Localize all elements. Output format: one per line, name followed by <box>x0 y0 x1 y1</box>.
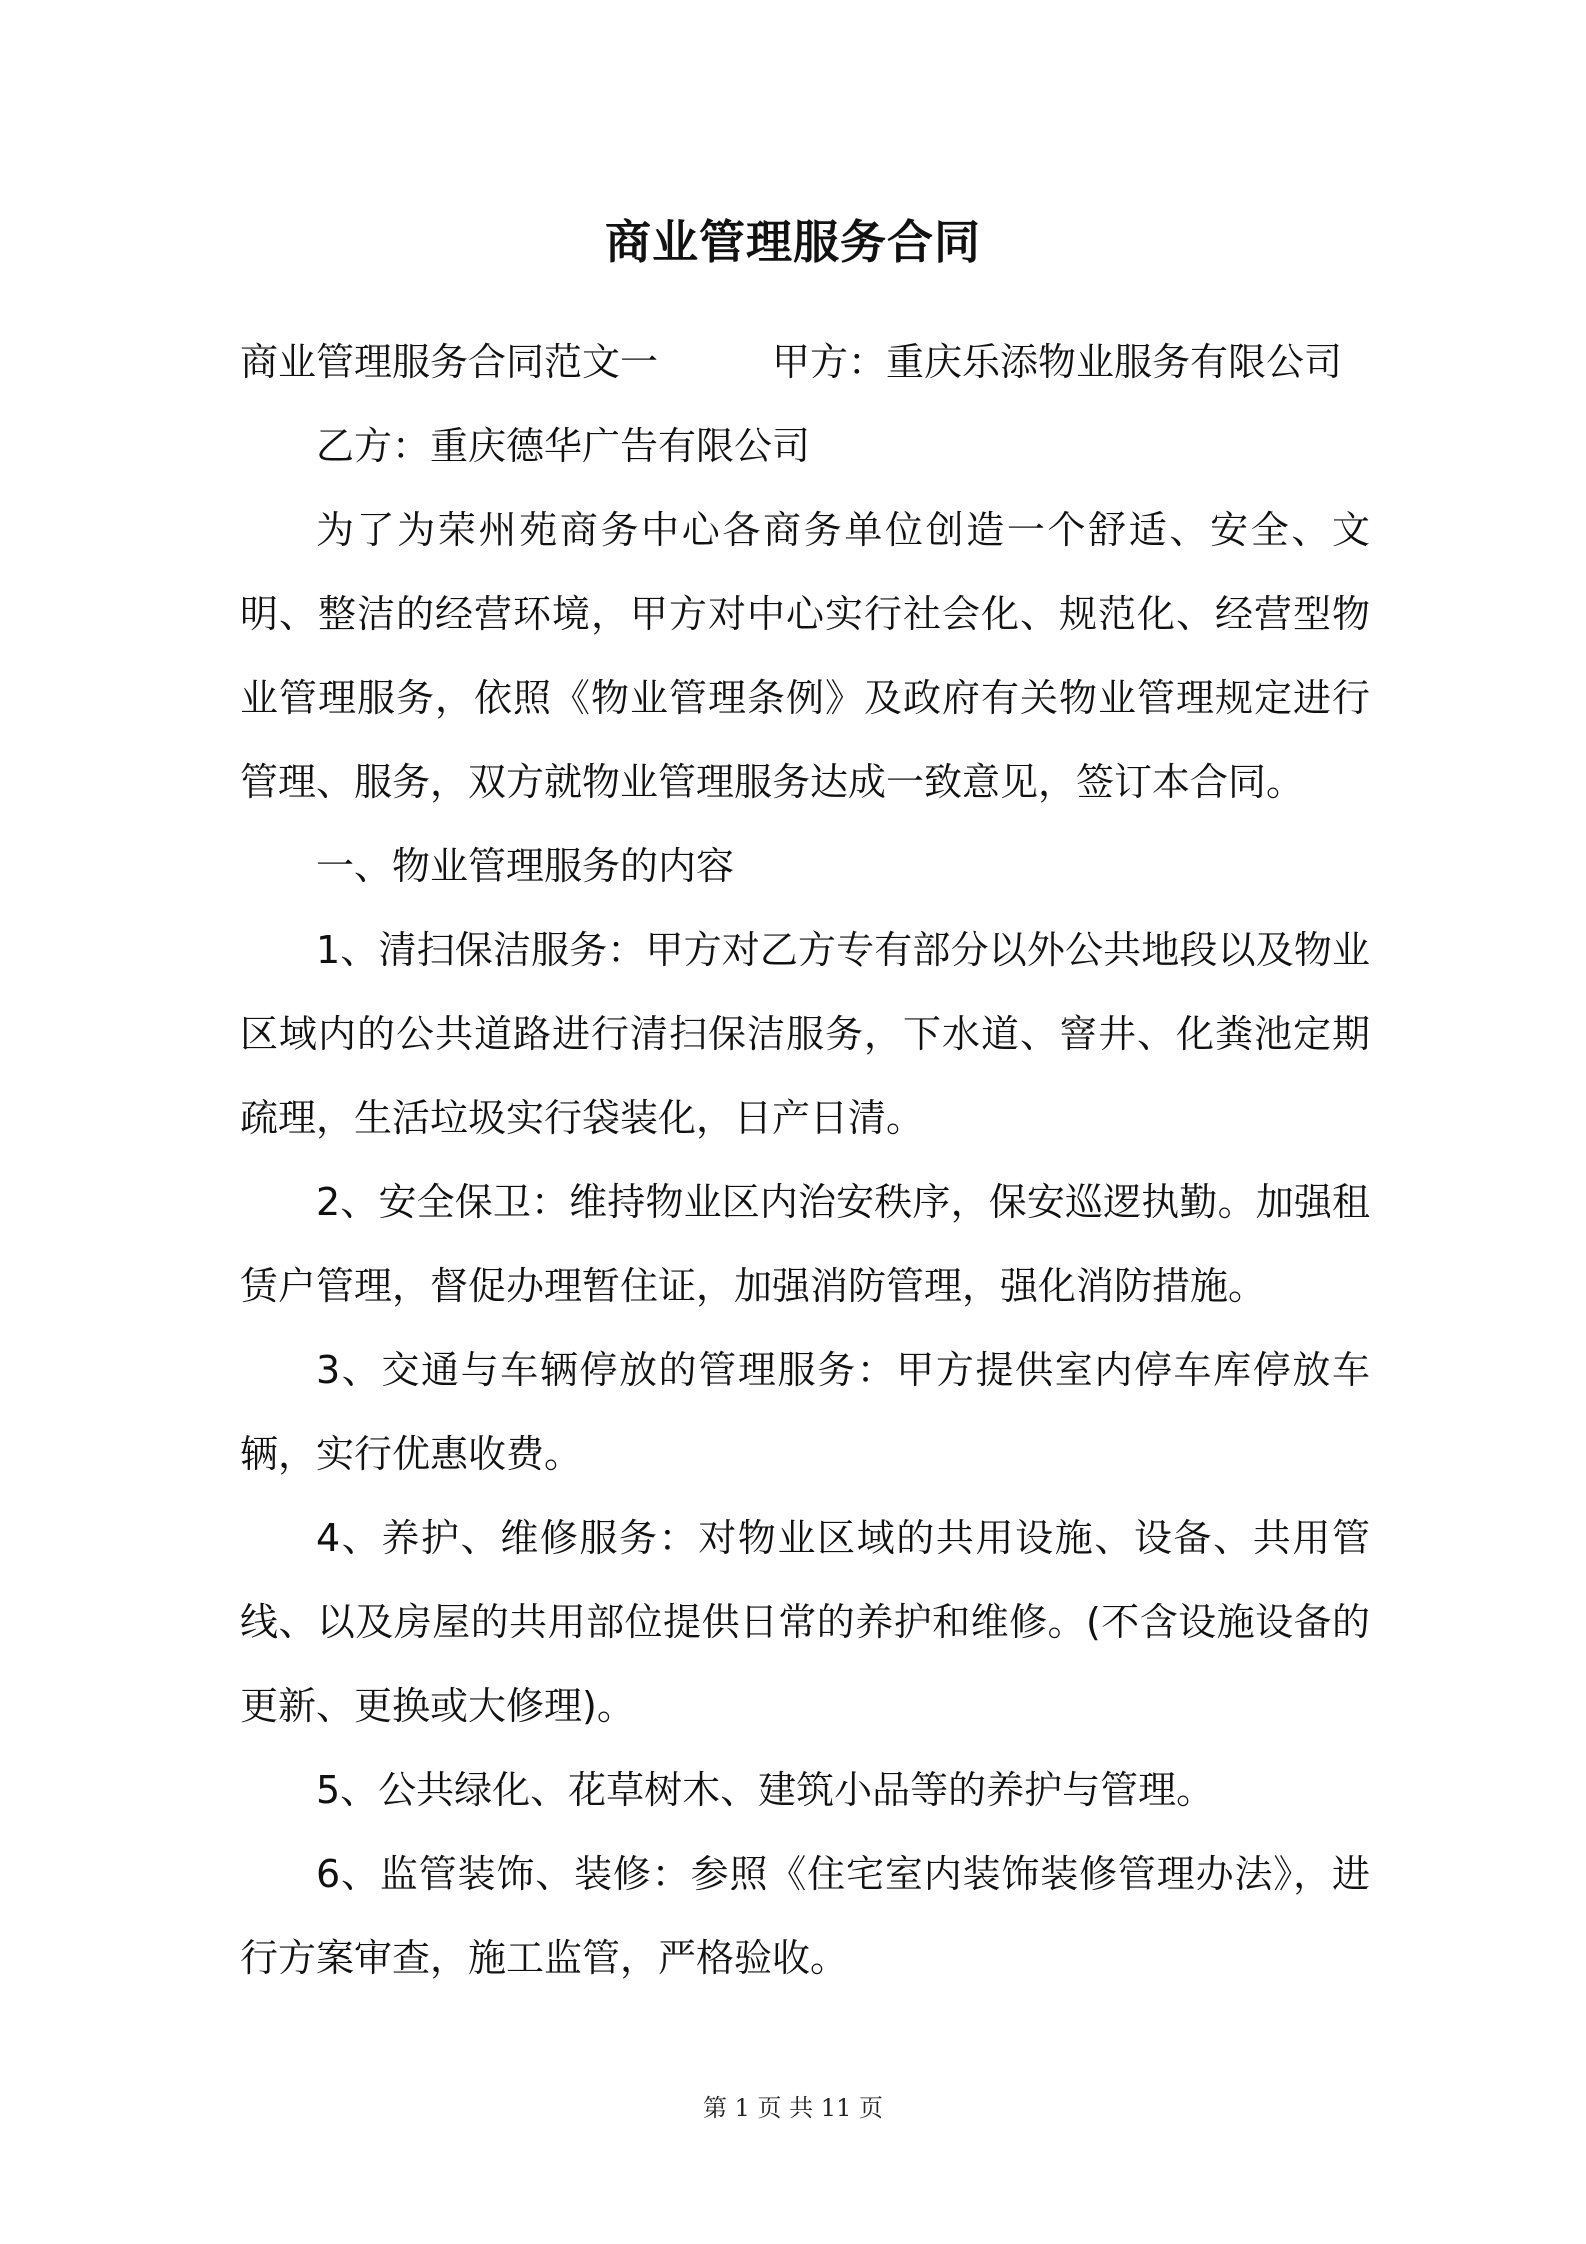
clause-security: 2、安全保卫：维持物业区内治安秩序，保安巡逻执勤。加强租赁户管理，督促办理暂住证，加强消防管理，强化消防措施。 <box>240 1180 1370 1308</box>
clause-maintenance: 4、养护、维修服务：对物业区域的共用设施、设备、共用管线、以及房屋的共用部位提供日常的养护和维修。(不含设施设备的更新、更换或大修理)。 <box>240 1516 1370 1728</box>
preamble-paragraph: 为了为荣州苑商务中心各商务单位创造一个舒适、安全、文明、整洁的经营环境，甲方对中心实行社会化、规范化、经营型物业管理服务，依照《物业管理条例》及政府有关物业管理规定进行管理、服务，双方就物业管理服务达成一致意见，签订本合同。 <box>240 508 1370 804</box>
document-body <box>240 320 1370 2000</box>
document-title: 商业管理服务合同 <box>605 215 981 269</box>
party-b-line: 乙方：重庆德华广告有限公司 <box>316 424 811 468</box>
clause-cleaning: 1、清扫保洁服务：甲方对乙方专有部分以外公共地段以及物业区域内的公共道路进行清扫保洁服务，下水道、窨井、化粪池定期疏理，生活垃圾实行袋装化，日产日清。 <box>240 928 1370 1140</box>
clause-parking: 3、交通与车辆停放的管理服务：甲方提供室内停车库停放车辆，实行优惠收费。 <box>240 1348 1370 1476</box>
clause-decoration: 6、监管装饰、装修：参照《住宅室内装饰装修管理办法》，进行方案审查，施工监管，严格验收。 <box>240 1852 1370 1980</box>
clause-greening: 5、公共绿化、花草树木、建筑小品等的养护与管理。 <box>316 1768 1215 1812</box>
section-heading: 一、物业管理服务的内容 <box>316 844 735 888</box>
contract-heading-line: 商业管理服务合同范文一 甲方：重庆乐添物业服务有限公司 <box>240 340 1343 384</box>
page-number-footer: 第 1 页 共 11 页 <box>703 2094 883 2122</box>
